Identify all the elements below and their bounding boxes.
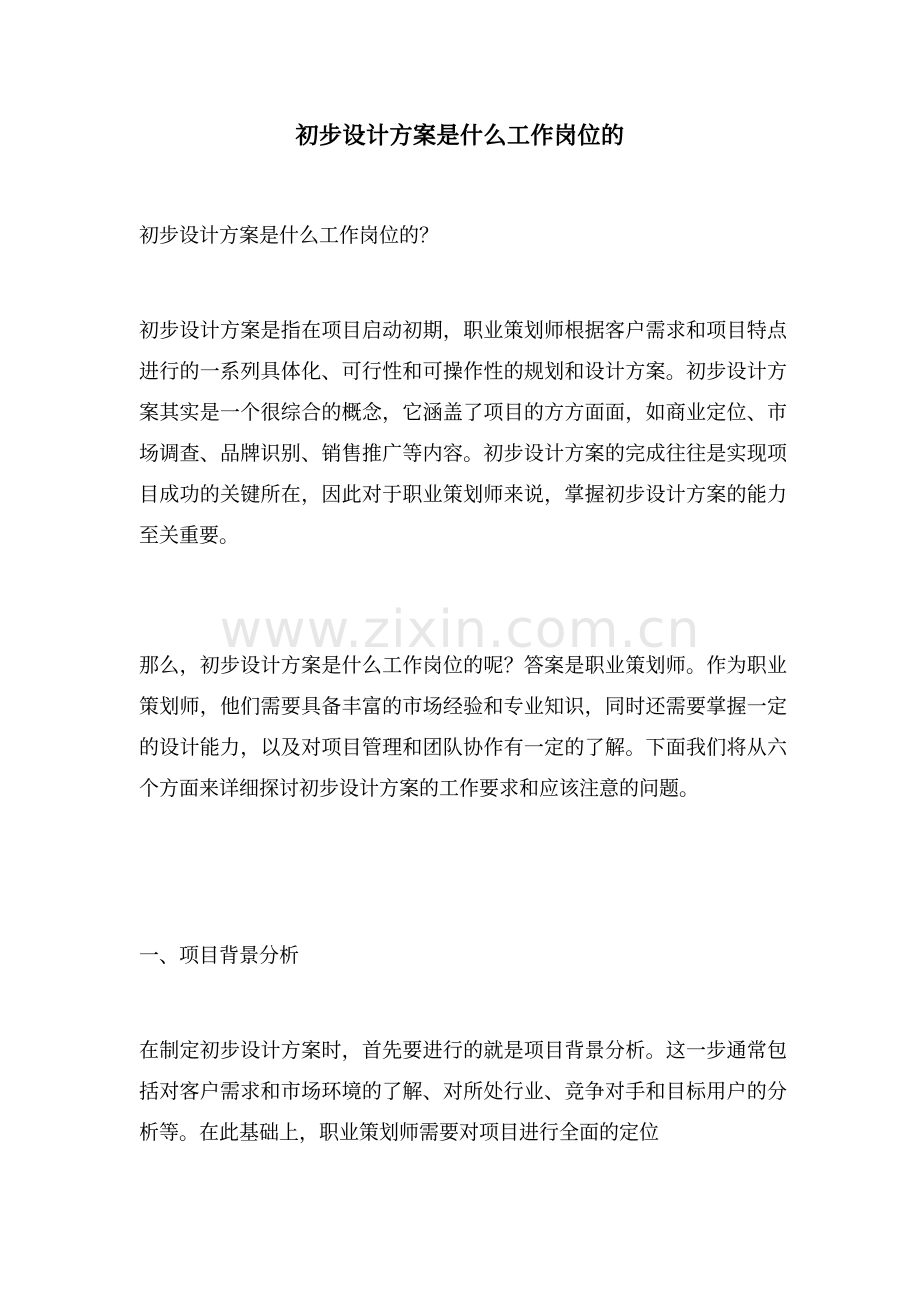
- section-heading-background-analysis: 一、项目背景分析: [139, 943, 299, 967]
- watermark: www.zixin.com.cn: [219, 600, 701, 660]
- question-paragraph: 初步设计方案是什么工作岗位的？: [139, 223, 439, 247]
- document-title: 初步设计方案是什么工作岗位的: [295, 122, 625, 149]
- background-analysis-paragraph: 在制定初步设计方案时，首先要进行的就是项目背景分析。这一步通常包括对客户需求和市场环境的了解、对所处行业、竞争对手和目标用户的分析等。在此基础上，职业策划师需要对项目进行全面的定位: [139, 1038, 787, 1144]
- intro-paragraph: 初步设计方案是指在项目启动初期，职业策划师根据客户需求和项目特点进行的一系列具体化、可行性和可操作性的规划和设计方案。初步设计方案其实是一个很综合的概念，它涵盖了项目的方方面面，如商业定位、市场调查、品牌识别、销售推广等内容。初步设计方案的完成往往是实现项目成功的关键所在，因此对于职业策划师来说，掌握初步设计方案的能力至关重要。: [139, 318, 787, 547]
- answer-paragraph: 那么，初步设计方案是什么工作岗位的呢？答案是职业策划师。作为职业策划师，他们需要具备丰富的市场经验和专业知识，同时还需要掌握一定的设计能力，以及对项目管理和团队协作有一定的了解。下面我们将从六个方面来详细探讨初步设计方案的工作要求和应该注意的问题。: [139, 653, 787, 800]
